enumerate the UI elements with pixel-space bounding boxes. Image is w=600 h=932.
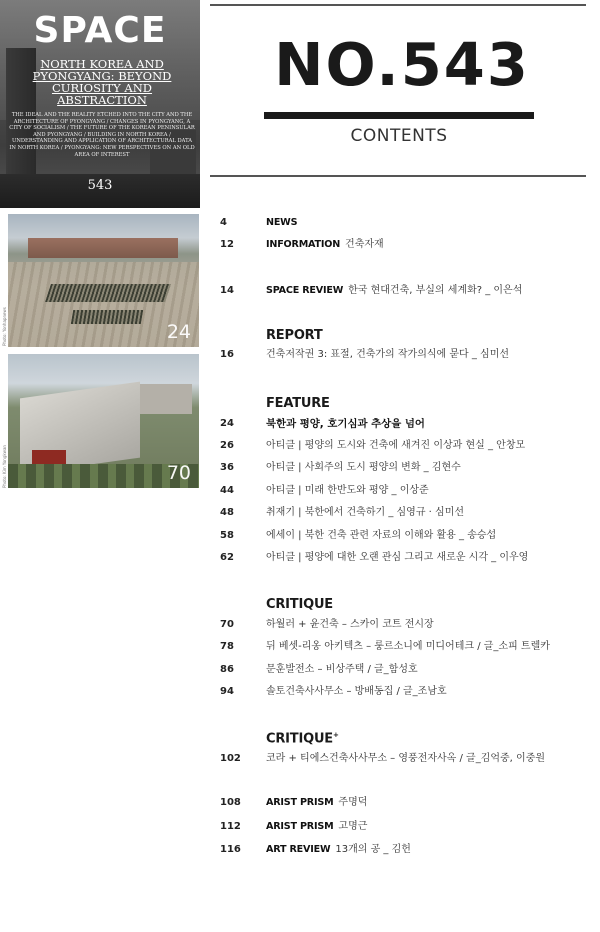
toc-entry[interactable]: [220, 506, 600, 522]
photo-page-number: 24: [166, 321, 191, 343]
toc-title: 주명덕: [338, 797, 368, 808]
toc-title: 아티클 | 평양의 도시와 건축에 새겨진 이상과 현실 _ 안창모: [266, 440, 526, 451]
photo-page-number: 70: [166, 462, 191, 484]
toc-title: 고명근: [338, 821, 368, 832]
toc-entry[interactable]: [220, 417, 600, 433]
title-underline-bar: [264, 112, 534, 119]
toc-page: 62: [220, 552, 234, 563]
toc-page: 4: [220, 217, 227, 228]
toc-page: 14: [220, 285, 234, 296]
toc-title: 13개의 공 _ 김헌: [335, 844, 411, 855]
toc-page: 116: [220, 844, 241, 855]
section-heading-report: REPORT: [266, 328, 323, 343]
issue-title: NO.543: [274, 30, 530, 99]
toc-keyword: ARIST PRISM: [266, 821, 334, 832]
toc-entry[interactable]: [220, 216, 600, 232]
toc-title: 아티클 | 미래 한반도와 평양 _ 이상준: [266, 485, 429, 496]
toc-title: 코라 + 티에스건축사사무소 – 영풍전자사옥 / 글_김억중, 이중원: [266, 753, 546, 764]
toc-page: 16: [220, 349, 234, 360]
toc-page: 44: [220, 485, 234, 496]
toc-page: 78: [220, 641, 234, 652]
toc-keyword: INFORMATION: [266, 239, 341, 250]
toc-entry[interactable]: [220, 439, 600, 455]
magazine-cover: [0, 0, 200, 208]
toc-keyword: ARIST PRISM: [266, 797, 334, 808]
toc-page: 12: [220, 239, 234, 250]
toc-page: 112: [220, 821, 241, 832]
toc-entry[interactable]: [220, 843, 600, 859]
cover-magazine-title: SPACE: [33, 10, 167, 51]
toc-entry[interactable]: [220, 284, 600, 300]
toc-entry[interactable]: [220, 820, 600, 836]
toc-entry[interactable]: [220, 529, 600, 545]
toc-page: 70: [220, 619, 234, 630]
section-heading-critique: CRITIQUE: [266, 597, 333, 612]
toc-keyword: NEWS: [266, 217, 298, 228]
toc-entry[interactable]: [220, 640, 600, 656]
toc-title: 건축저작권 3: 표절, 건축가의 작가의식에 묻다 _ 심미선: [266, 349, 510, 360]
toc-title: 아티클 | 평양에 대한 오랜 관심 그리고 새로운 시각 _ 이우영: [266, 552, 529, 563]
cover-issue-number: 543: [87, 178, 113, 193]
toc-entry[interactable]: [220, 752, 600, 768]
photo-troops: [45, 284, 171, 302]
toc-entry[interactable]: [220, 484, 600, 500]
toc-page: 94: [220, 686, 234, 697]
toc-entry[interactable]: [220, 238, 600, 254]
toc-title: 에세이 | 북한 건축 관련 자료의 이해와 활용 _ 송승섭: [266, 530, 497, 541]
photo-credit: Photo: Yonhapnews: [2, 307, 7, 346]
section-heading-feature: FEATURE: [266, 396, 330, 411]
toc-title: 하월러 + 윤건축 – 스카이 코트 전시장: [266, 619, 434, 630]
toc-page: 102: [220, 753, 241, 764]
toc-title: 솔토건축사사무소 – 방배동집 / 글_조남호: [266, 686, 447, 697]
header-bottom-rule: [210, 175, 586, 177]
toc-page: 26: [220, 440, 234, 451]
photo-showroom-building: [8, 354, 199, 488]
toc-title: 뒤 베셋-리옹 아키텍츠 – 룽르소니에 미디어테크 / 글_소피 트렐카: [266, 641, 550, 652]
toc-keyword: SPACE REVIEW: [266, 285, 344, 296]
toc-page: 36: [220, 462, 234, 473]
cover-deck: THE IDEAL AND THE REALITY ETCHED INTO THE CITY AND THE ARCHITECTURE OF PYONGYANG / CHANGES IN PYONGYANG, A CITY OF SOCIALISM / THE FUTURE OF THE KOREAN PENINSULAR AND PYONGYANG / BUILDING IN NORTH KOREA / UNDERSTANDING AND APPLICATION OF ARCHITECTURAL DATA IN NORTH KOREA / PYONGYANG: NEW PERSPECTIVES ON AN OLD AREA OF INTEREST: [9, 112, 195, 158]
toc-page: 86: [220, 664, 234, 675]
toc-entry[interactable]: [220, 348, 600, 364]
toc-entry[interactable]: [220, 618, 600, 634]
section-heading-text: CRITIQUE: [266, 731, 333, 747]
toc-page: 24: [220, 418, 234, 429]
section-heading-critique-plus: [266, 731, 339, 746]
plus-mark: +: [332, 731, 339, 739]
toc-title: 문훈발전소 – 비상주택 / 글_함성호: [266, 664, 418, 675]
toc-entry[interactable]: [220, 796, 600, 812]
toc-entry[interactable]: [220, 551, 600, 567]
toc-title: 취재기 | 북한에서 건축하기 _ 심영규 · 심미선: [266, 507, 465, 518]
contents-label: CONTENTS: [350, 126, 448, 146]
toc-title: 한국 현대건축, 부실의 세계화? _ 이은석: [348, 285, 523, 296]
toc-entry[interactable]: [220, 663, 600, 679]
top-rule: [210, 4, 586, 6]
toc-page: 58: [220, 530, 234, 541]
toc-title: 아티클 | 사회주의 도시 평양의 변화 _ 김현수: [266, 462, 461, 473]
photo-troops: [71, 310, 143, 324]
toc-entry[interactable]: [220, 461, 600, 477]
photo-building: [28, 238, 178, 258]
toc-entry[interactable]: [220, 685, 600, 701]
toc-title: 건축자재: [345, 239, 384, 250]
toc-page: 48: [220, 507, 234, 518]
toc-keyword: ART REVIEW: [266, 844, 331, 855]
cover-headline: NORTH KOREA AND PYONGYANG: BEYOND CURIOSITY AND ABSTRACTION: [32, 57, 172, 107]
photo-military-parade: [8, 214, 199, 347]
toc-page: 108: [220, 797, 241, 808]
toc-title: 북한과 평양, 호기심과 추상을 넘어: [266, 418, 425, 430]
photo-credit: Photo: Kim Yongkwan: [2, 445, 7, 488]
